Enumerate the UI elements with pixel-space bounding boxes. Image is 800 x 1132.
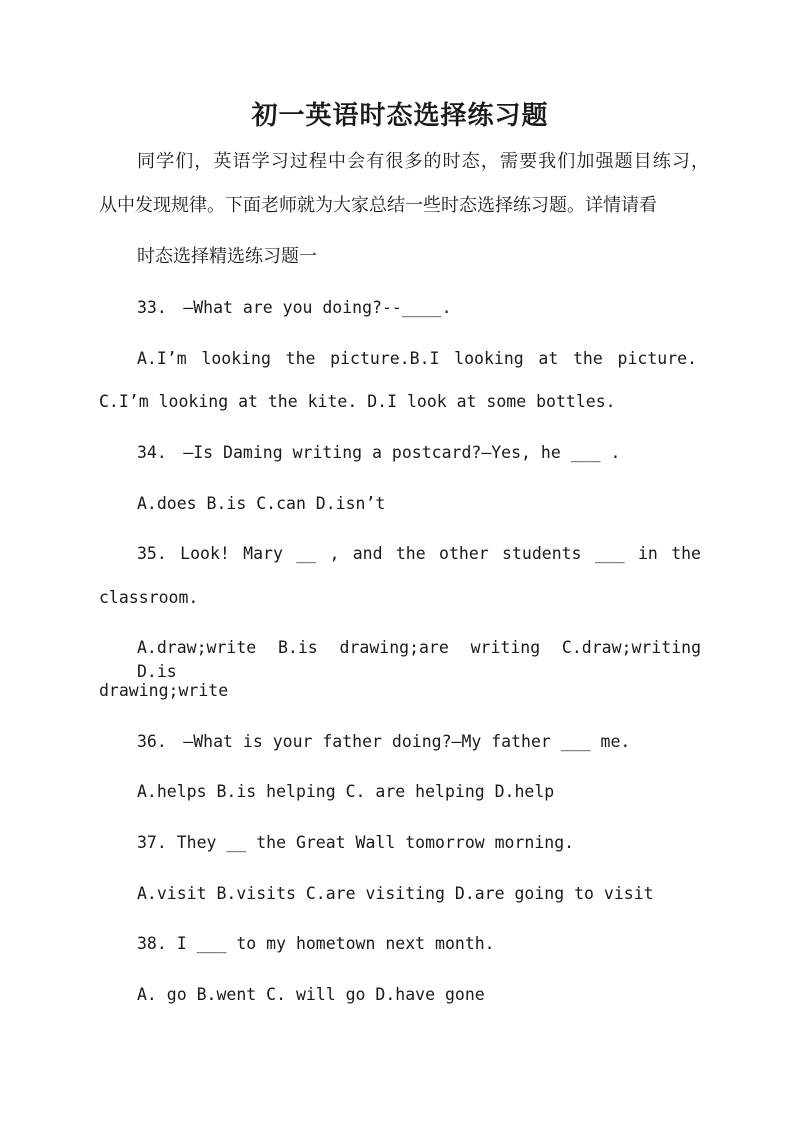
question-34-options: A.does B.is C.can D.isn’t: [137, 494, 386, 513]
question-36-options: A.helps B.is helping C. are helping D.help: [137, 782, 555, 801]
question-34-stem: 34. –Is Daming writing a postcard?—Yes, he ___ .: [137, 443, 621, 462]
question-36-stem: 36. –What is your father doing?—My father ___ me.: [137, 732, 631, 751]
question-35-options-line-1: A.draw;write B.is drawing;are writing C.draw;writing D.is: [137, 638, 701, 681]
question-38-options: A. go B.went C. will go D.have gone: [137, 985, 485, 1004]
intro-line-1: 同学们，英语学习过程中会有很多的时态，需要我们加强题目练习，: [137, 151, 709, 172]
intro-line-2: 从中发现规律。下面老师就为大家总结一些时态选择练习题。详情请看: [99, 195, 657, 216]
question-37-stem: 37. They __ the Great Wall tomorrow morning.: [137, 833, 575, 852]
question-35-options-line-2: drawing;write: [99, 681, 229, 700]
page-title: 初一英语时态选择练习题: [251, 101, 549, 131]
question-38-stem: 38. I ___ to my hometown next month.: [137, 934, 495, 953]
question-33-options-line-1: A.I’m looking the picture.B.I looking at the picture.: [137, 349, 697, 368]
section-heading: 时态选择精选练习题一: [137, 246, 317, 267]
question-33-stem: 33. –What are you doing?--____.: [137, 298, 452, 317]
question-35-stem-line-2: classroom.: [99, 588, 199, 607]
question-33-options-line-2: C.I’m looking at the kite. D.I look at some bottles.: [99, 392, 616, 411]
question-37-options: A.visit B.visits C.are visiting D.are going to visit: [137, 884, 654, 903]
question-35-stem-line-1: 35. Look! Mary __ , and the other students ___ in the: [137, 544, 701, 563]
